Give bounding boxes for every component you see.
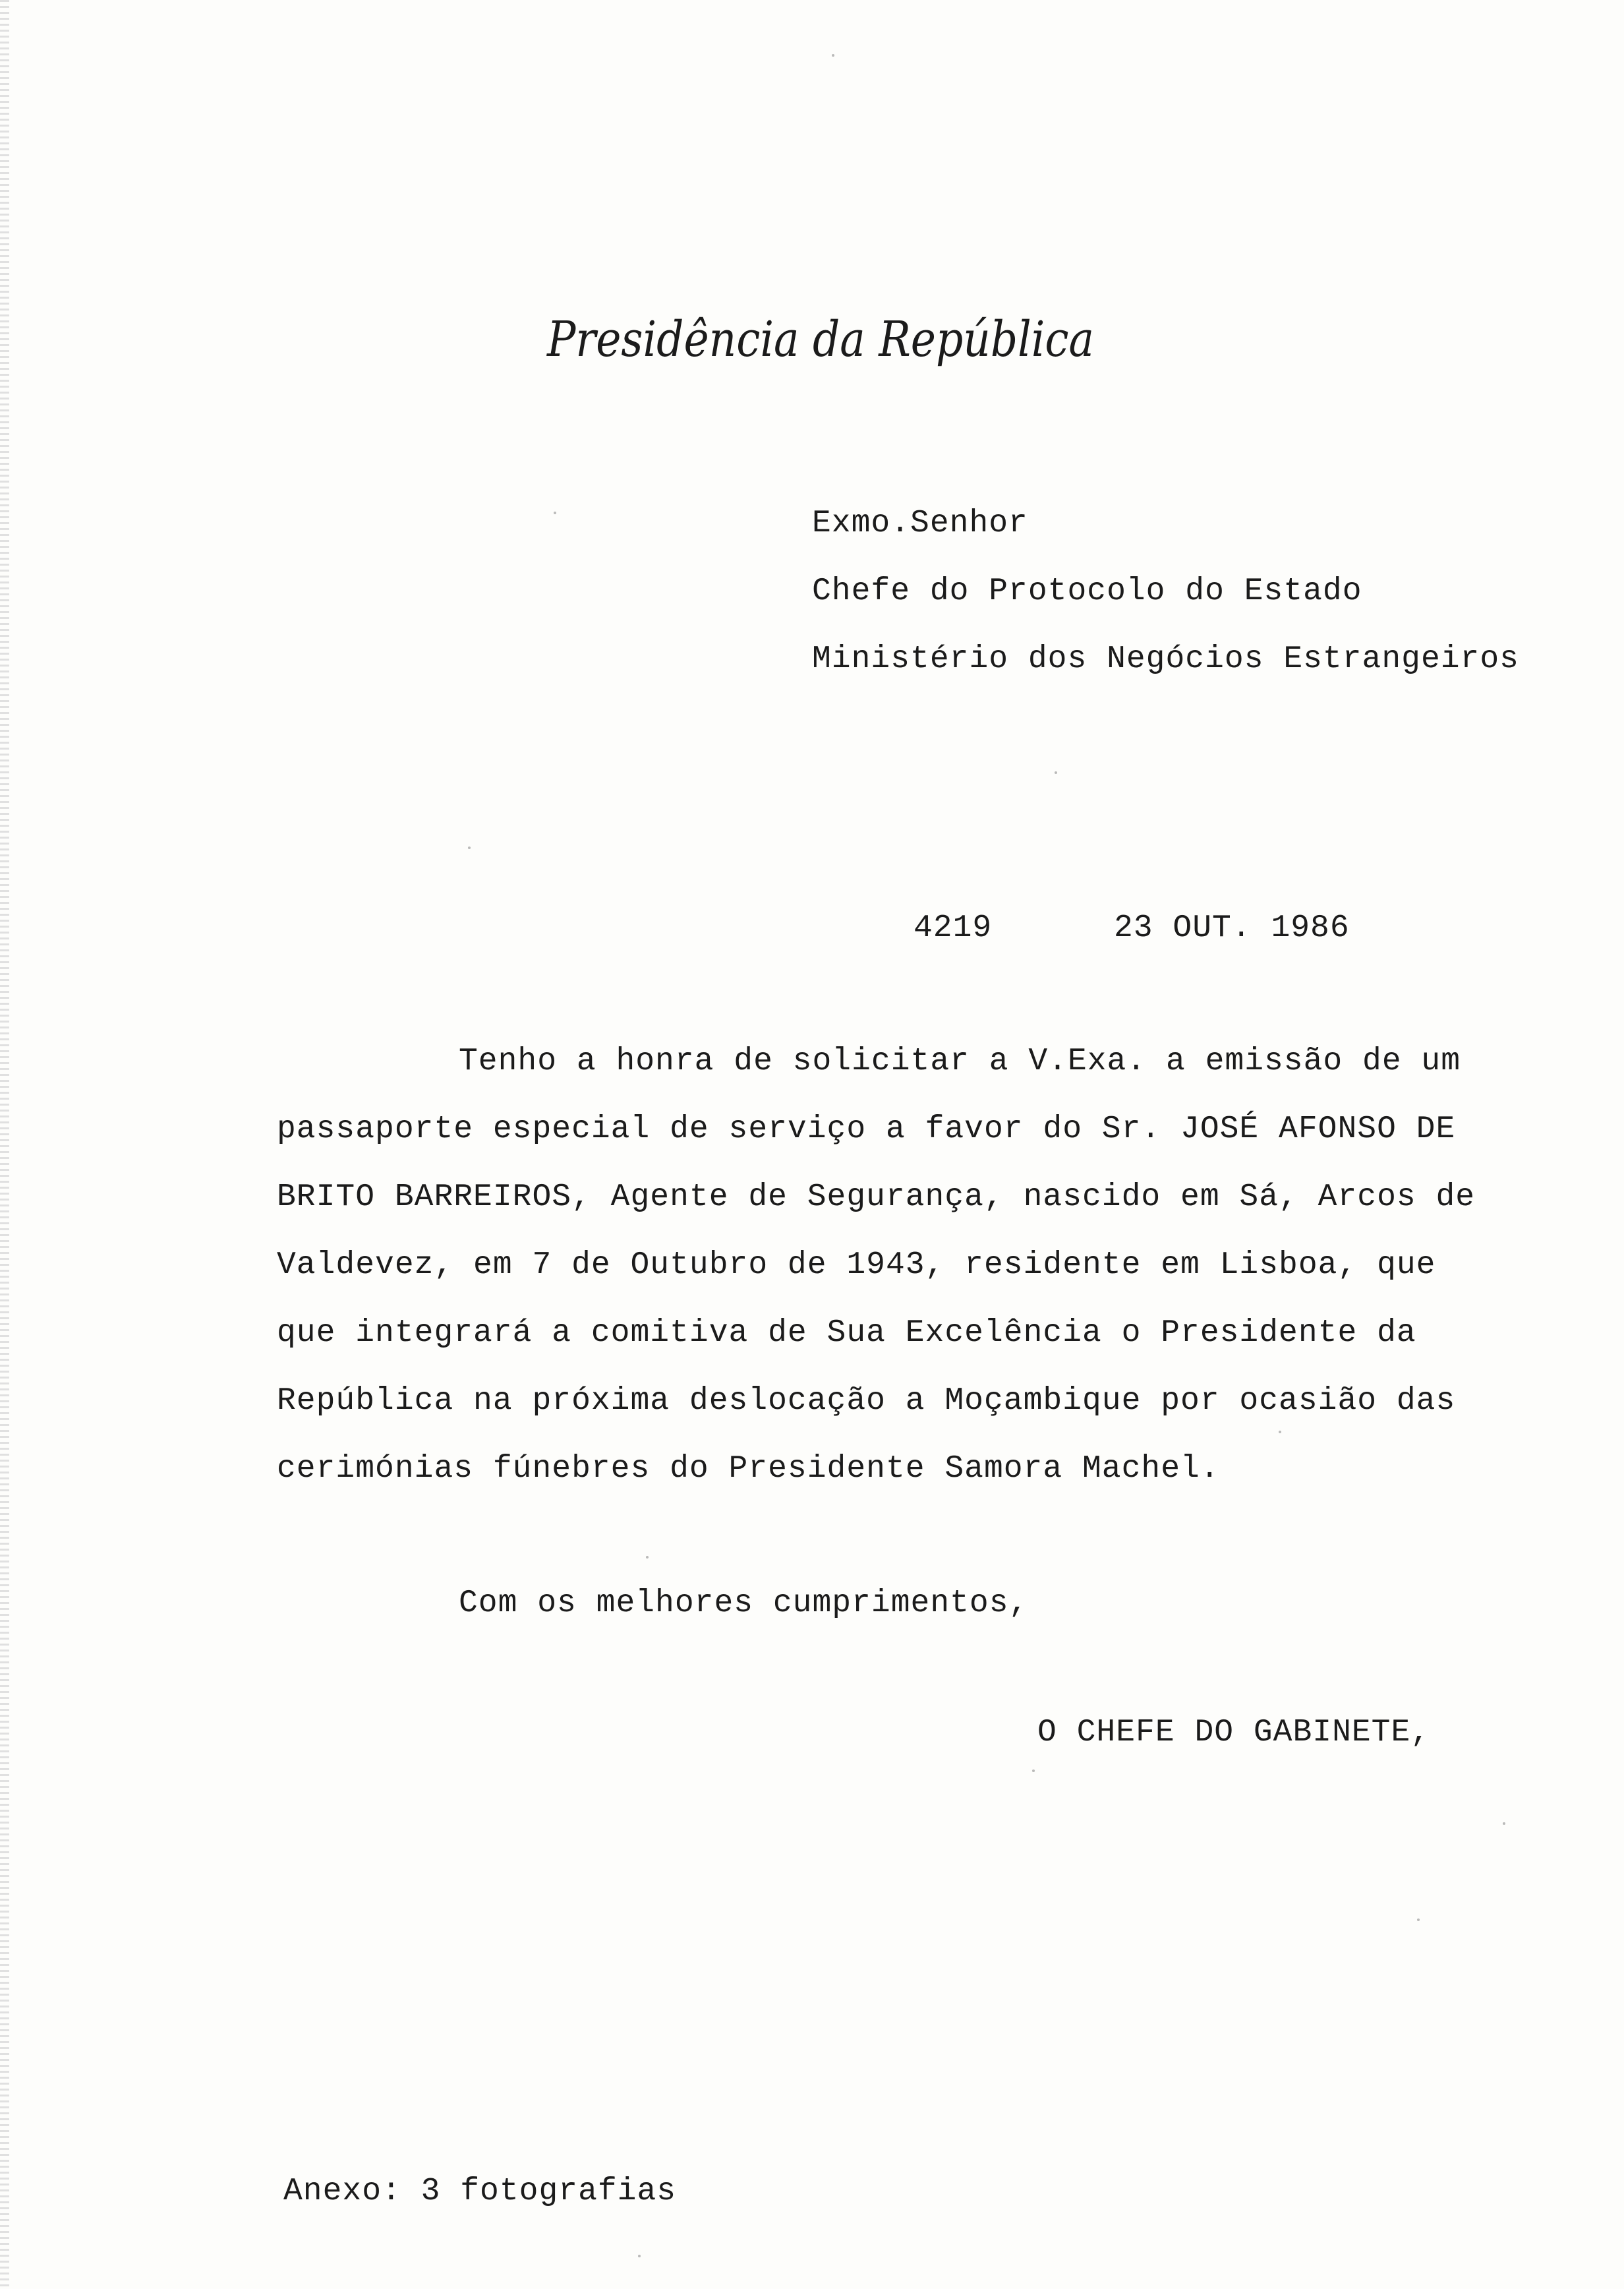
reference-number: 4219 (914, 910, 993, 946)
scan-binding-edge (0, 0, 9, 2289)
body-line: Valdevez, em 7 de Outubro de 1943, residente em Lisboa, que (277, 1247, 1436, 1283)
annex-note: Anexo: 3 fotografias (283, 2174, 677, 2209)
recipient-position: Chefe do Protocolo do Estado (812, 574, 1362, 609)
body-paragraph (277, 1042, 1529, 1517)
body-line: passaporte especial de serviço a favor do Sr. JOSÉ AFONSO DE (277, 1112, 1456, 1147)
closing-remark: Com os melhores cumprimentos, (459, 1586, 1029, 1621)
scan-speck (638, 2255, 641, 2257)
scan-speck (832, 54, 834, 57)
letterhead (540, 290, 1107, 396)
scan-speck (1279, 1431, 1281, 1433)
scan-speck (646, 1556, 649, 1559)
body-line: República na próxima deslocação a Moçambique por ocasião das (277, 1383, 1456, 1419)
recipient-ministry: Ministério dos Negócios Estrangeiros (812, 641, 1519, 677)
recipient-salutation: Exmo.Senhor (812, 506, 1028, 541)
body-line: que integrará a comitiva de Sua Excelência o Presidente da (277, 1315, 1416, 1351)
scan-speck (1417, 1918, 1420, 1921)
letterhead-script (540, 290, 1107, 396)
scan-speck (468, 847, 471, 849)
body-line: BRITO BARREIROS, Agente de Segurança, nascido em Sá, Arcos de (277, 1179, 1476, 1215)
signature-title: O CHEFE DO GABINETE, (1037, 1715, 1431, 1750)
scan-speck (1055, 771, 1057, 774)
body-line: cerimónias fúnebres do Presidente Samora Machel. (277, 1451, 1220, 1487)
scan-speck (1032, 1769, 1035, 1772)
reference-date: 23 OUT. 1986 (1114, 910, 1350, 946)
letterhead-title: Presidência da República (546, 311, 1094, 368)
scan-speck (554, 512, 556, 514)
scan-speck (1503, 1822, 1505, 1825)
body-line: Tenho a honra de solicitar a V.Exa. a emissão de um (459, 1044, 1461, 1079)
